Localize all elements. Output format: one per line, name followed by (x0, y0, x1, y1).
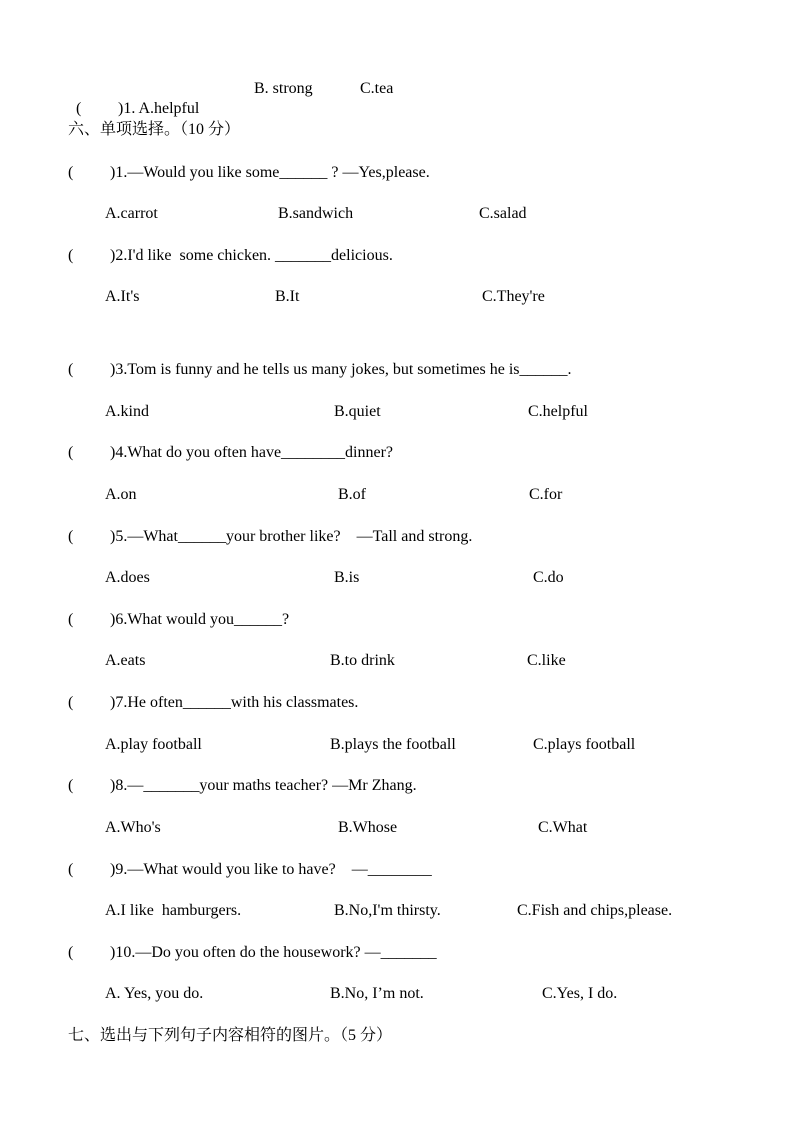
answer-paren-open: ( (68, 944, 74, 961)
answer-paren-open: ( (68, 361, 74, 378)
question-text (110, 776, 417, 796)
question-8-option-c: C.What (538, 819, 588, 836)
question-3-option-a: A.kind (105, 403, 149, 420)
question-text (110, 527, 472, 547)
question-1-option-b: B.sandwich (278, 205, 354, 222)
answer-paren-open: ( (68, 164, 74, 181)
question-10-text: 10.—Do you often do the housework? —_______ (115, 944, 437, 961)
question-item-top (68, 79, 81, 119)
question-5-text: 5.—What______your brother like? —Tall and strong. (115, 528, 473, 545)
question-4-text: 4.What do you often have________dinner? (115, 444, 394, 461)
answer-paren-close: ) (110, 944, 116, 961)
question-1-option-c: C.salad (479, 205, 527, 222)
question-7-text: 7.He often______with his classmates. (115, 694, 359, 711)
question-3-option-c: C.helpful (528, 403, 588, 420)
answer-paren-open: ( (68, 528, 74, 545)
question-4-option-c: C.for (529, 486, 563, 503)
answer-paren-close: ) (110, 861, 116, 878)
answer-paren-close: ) (110, 694, 116, 711)
question-5-option-b: B.is (334, 569, 360, 586)
question-6-option-a: A.eats (105, 652, 146, 669)
question-text (110, 163, 430, 183)
answer-paren-close: ) (110, 164, 116, 181)
answer-paren-open: ( (68, 777, 74, 794)
question-10-option-c: C.Yes, I do. (542, 985, 618, 1002)
question-1-option-a: A.carrot (105, 205, 158, 222)
question-5-option-a: A.does (105, 569, 150, 586)
question-text (110, 693, 358, 713)
answer-paren-close: ) (110, 777, 116, 794)
question-7-option-c: C.plays football (533, 736, 636, 753)
question-6-option-c: C.like (527, 652, 566, 669)
question-10-option-a: A. Yes, you do. (105, 985, 204, 1002)
question-4-option-b: B.of (338, 486, 366, 503)
question-2-text: 2.I'd like some chicken. _______delicious. (115, 247, 393, 264)
question-8-option-b: B.Whose (338, 819, 398, 836)
question-3-text: 3.Tom is funny and he tells us many jokes, but sometimes he is______. (115, 361, 572, 378)
question-2-option-a: A.It's (105, 288, 140, 305)
question-1-text: 1.—Would you like some______ ? —Yes,please. (115, 164, 430, 181)
question-9-option-b: B.No,I'm thirsty. (334, 902, 441, 919)
question-6-text: 6.What would you______? (115, 611, 290, 628)
question-8-text: 8.—_______your maths teacher? —Mr Zhang. (115, 777, 417, 794)
question-9-option-c: C.Fish and chips,please. (517, 902, 673, 919)
question-10-option-b: B.No, I’m not. (330, 985, 424, 1002)
question-8-option-a: A.Who's (105, 819, 161, 836)
question-9-text: 9.—What would you like to have? —________ (115, 861, 432, 878)
answer-paren-close: ) (110, 444, 116, 461)
answer-paren-open: ( (68, 444, 74, 461)
question-text (110, 943, 437, 963)
question-2-option-c: C.They're (482, 288, 545, 305)
question-text (110, 443, 393, 463)
option-c: C.tea (360, 80, 394, 97)
answer-paren-open: ( (68, 694, 74, 711)
top-item-close: )1. A.helpful (118, 100, 200, 117)
question-5-option-c: C.do (533, 569, 564, 586)
question-text: 1. A.helpful (123, 100, 200, 117)
section-7-title: 七、选出与下列句子内容相符的图片。（5 分） (68, 1027, 393, 1044)
answer-paren-open: ( (68, 611, 74, 628)
question-text (110, 860, 432, 880)
section-6-title: 六、单项选择。（10 分） (68, 121, 241, 138)
answer-paren-open: ( (68, 861, 74, 878)
question-7-option-a: A.play football (105, 736, 202, 753)
question-4-option-a: A.on (105, 486, 137, 503)
answer-paren-close: ) (110, 528, 116, 545)
answer-paren-open: ( (68, 247, 74, 264)
question-2-option-b: B.It (275, 288, 300, 305)
question-3-option-b: B.quiet (334, 403, 381, 420)
question-text (110, 246, 393, 266)
answer-paren-close: ) (110, 247, 116, 264)
question-6-option-b: B.to drink (330, 652, 395, 669)
answer-paren-open: ( (76, 100, 82, 117)
answer-paren-close: ) (110, 611, 116, 628)
question-text (110, 360, 572, 380)
answer-paren-close: ) (110, 361, 116, 378)
question-9-option-a: A.I like hamburgers. (105, 902, 242, 919)
question-text (110, 610, 289, 630)
option-b: B. strong (254, 80, 313, 97)
question-7-option-b: B.plays the football (330, 736, 456, 753)
